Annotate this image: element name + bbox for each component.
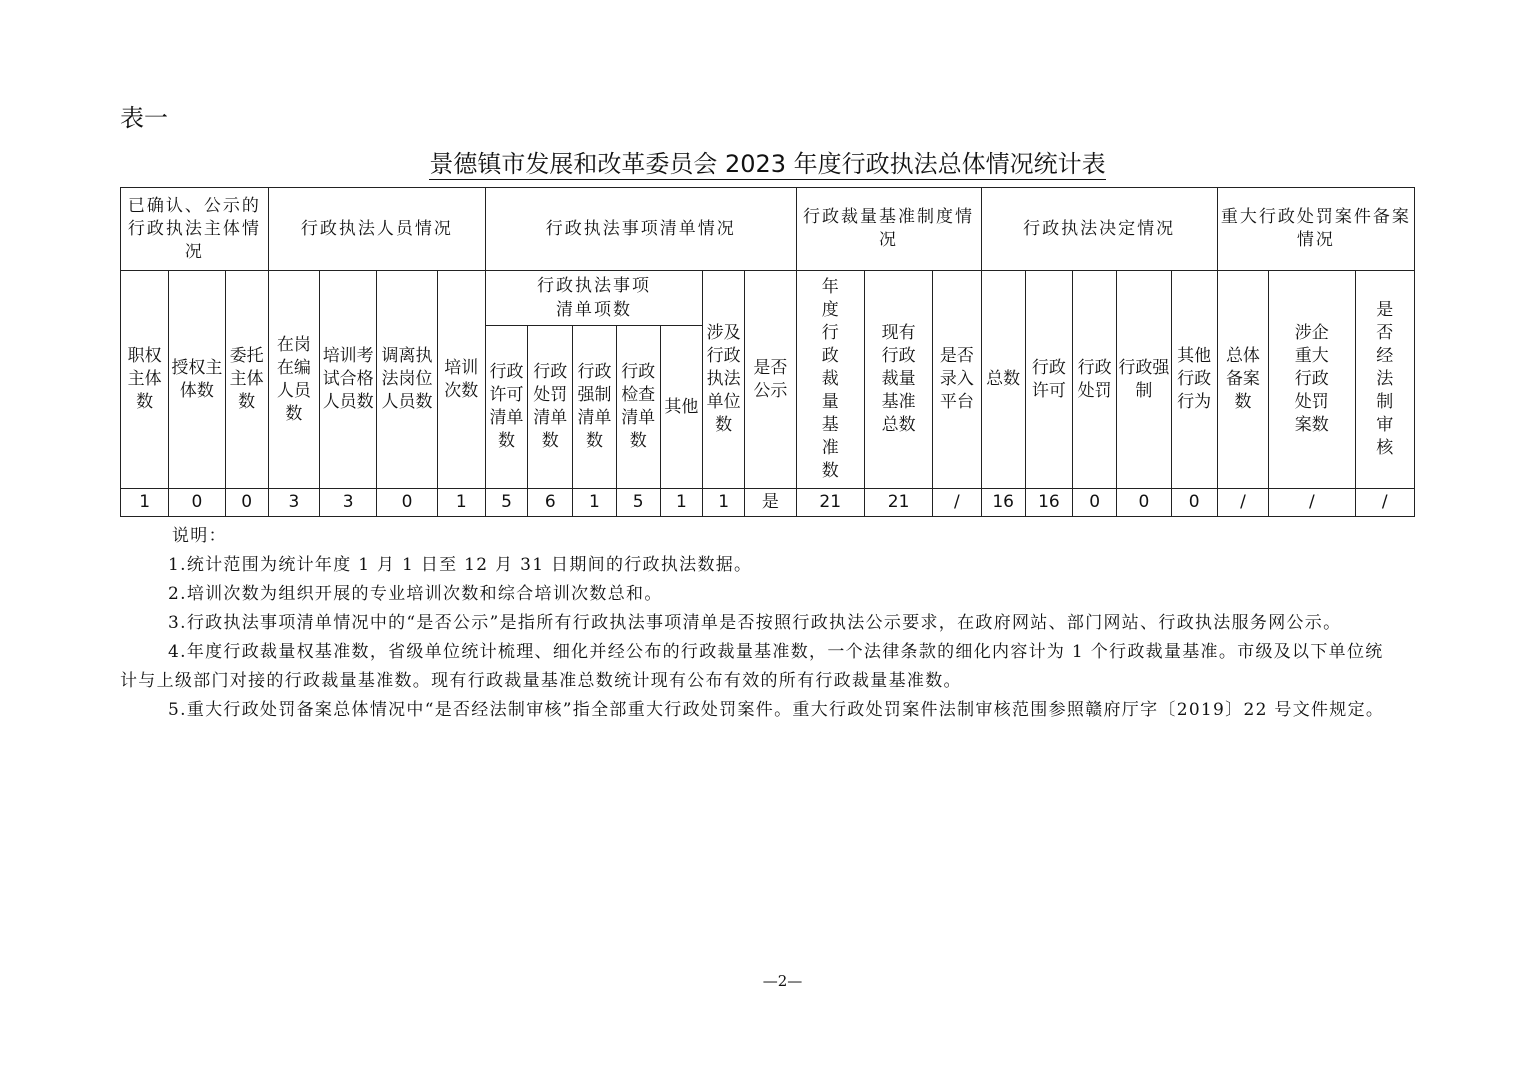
note-item: 3.行政执法事项清单情况中的“是否公示”是指所有行政执法事项清单是否按照行政执法公示要求，在政府网站、部门网站、行政执法服务网公示。	[168, 613, 1342, 633]
notes-section	[120, 522, 1390, 725]
column-header: 在岗在编人员数	[268, 271, 319, 489]
column-header: 是否公示	[745, 271, 796, 489]
data-cell: 1	[660, 489, 702, 517]
data-cell: 0	[225, 489, 268, 517]
column-header: 行政处罚清单数	[528, 326, 573, 489]
column-header: 职权主体数	[121, 271, 169, 489]
data-cell: 0	[1073, 489, 1117, 517]
group-header-row	[121, 188, 1415, 271]
table-title	[120, 144, 1415, 179]
data-cell: 3	[320, 489, 377, 517]
group-header: 已确认、公示的行政执法主体情况	[121, 188, 269, 271]
data-cell: 1	[573, 489, 616, 517]
note-item: 4.年度行政裁量权基准数，省级单位统计梳理、细化并经公布的行政裁量基准数，一个法律条款的细化内容计为 1 个行政裁量基准。市级及以下单位统计与上级部门对接的行政裁量基准数。现有行政裁量基准总数统计现有公布有效的所有行政裁量基准数。	[120, 642, 1384, 691]
column-header: 是否经法制审核	[1355, 271, 1414, 489]
data-cell: 1	[121, 489, 169, 517]
column-header: 行政许可	[1025, 271, 1072, 489]
data-cell: 0	[1117, 489, 1171, 517]
group-header: 重大行政处罚案件备案情况	[1217, 188, 1414, 271]
column-header: 涉企重大行政处罚案数	[1269, 271, 1355, 489]
statistics-table	[120, 187, 1415, 517]
notes-heading: 说明：	[172, 526, 227, 546]
column-header: 涉及行政执法单位数	[703, 271, 745, 489]
data-cell: 3	[268, 489, 319, 517]
data-row	[121, 489, 1415, 517]
data-cell: 5	[485, 489, 527, 517]
data-cell: /	[1355, 489, 1414, 517]
column-header: 委托主体数	[225, 271, 268, 489]
data-cell: /	[1269, 489, 1355, 517]
column-header: 总体备案数	[1217, 271, 1268, 489]
column-header: 行政强制	[1117, 271, 1171, 489]
page-number: —2—	[762, 972, 803, 990]
data-cell: 21	[796, 489, 864, 517]
column-header: 培训考试合格人员数	[320, 271, 377, 489]
group-header: 行政执法决定情况	[981, 188, 1217, 271]
data-cell: 0	[169, 489, 225, 517]
data-cell: 16	[981, 489, 1025, 517]
group-header: 行政执法人员情况	[268, 188, 485, 271]
data-cell: 21	[864, 489, 932, 517]
data-cell: /	[1217, 489, 1268, 517]
data-cell: /	[933, 489, 981, 517]
table-label: 表一	[120, 104, 168, 132]
column-header: 行政许可清单数	[485, 326, 527, 489]
note-item: 2.培训次数为组织开展的专业培训次数和综合培训次数总和。	[168, 584, 663, 604]
column-header: 调离执法岗位人员数	[377, 271, 437, 489]
group-header: 行政裁量基准制度情况	[796, 188, 981, 271]
data-cell: 5	[616, 489, 660, 517]
data-cell: 0	[377, 489, 437, 517]
column-header: 是否录入平台	[933, 271, 981, 489]
column-header: 行政处罚	[1073, 271, 1117, 489]
data-cell: 1	[437, 489, 485, 517]
column-header: 其他	[660, 326, 702, 489]
table-title-text: 景德镇市发展和改革委员会 2023 年度行政执法总体情况统计表	[429, 150, 1106, 178]
data-cell: 6	[528, 489, 573, 517]
column-header: 培训次数	[437, 271, 485, 489]
column-header: 现有行政裁量基准总数	[864, 271, 932, 489]
column-header-row	[121, 271, 1415, 326]
column-header: 行政检查清单数	[616, 326, 660, 489]
subgroup-header: 行政执法事项清单项数	[485, 271, 702, 326]
column-header: 总数	[981, 271, 1025, 489]
column-header: 其他行政行为	[1171, 271, 1217, 489]
group-header: 行政执法事项清单情况	[485, 188, 796, 271]
column-header: 授权主体数	[169, 271, 225, 489]
data-cell: 是	[745, 489, 796, 517]
data-cell: 1	[703, 489, 745, 517]
note-item: 1.统计范围为统计年度 1 月 1 日至 12 月 31 日期间的行政执法数据。	[168, 555, 753, 575]
column-header: 年度行政裁量基准数	[796, 271, 864, 489]
data-cell: 16	[1025, 489, 1072, 517]
data-cell: 0	[1171, 489, 1217, 517]
column-header: 行政强制清单数	[573, 326, 616, 489]
note-item: 5.重大行政处罚备案总体情况中“是否经法制审核”指全部重大行政处罚案件。重大行政处罚案件法制审核范围参照赣府厅字〔2019〕22 号文件规定。	[168, 700, 1385, 720]
